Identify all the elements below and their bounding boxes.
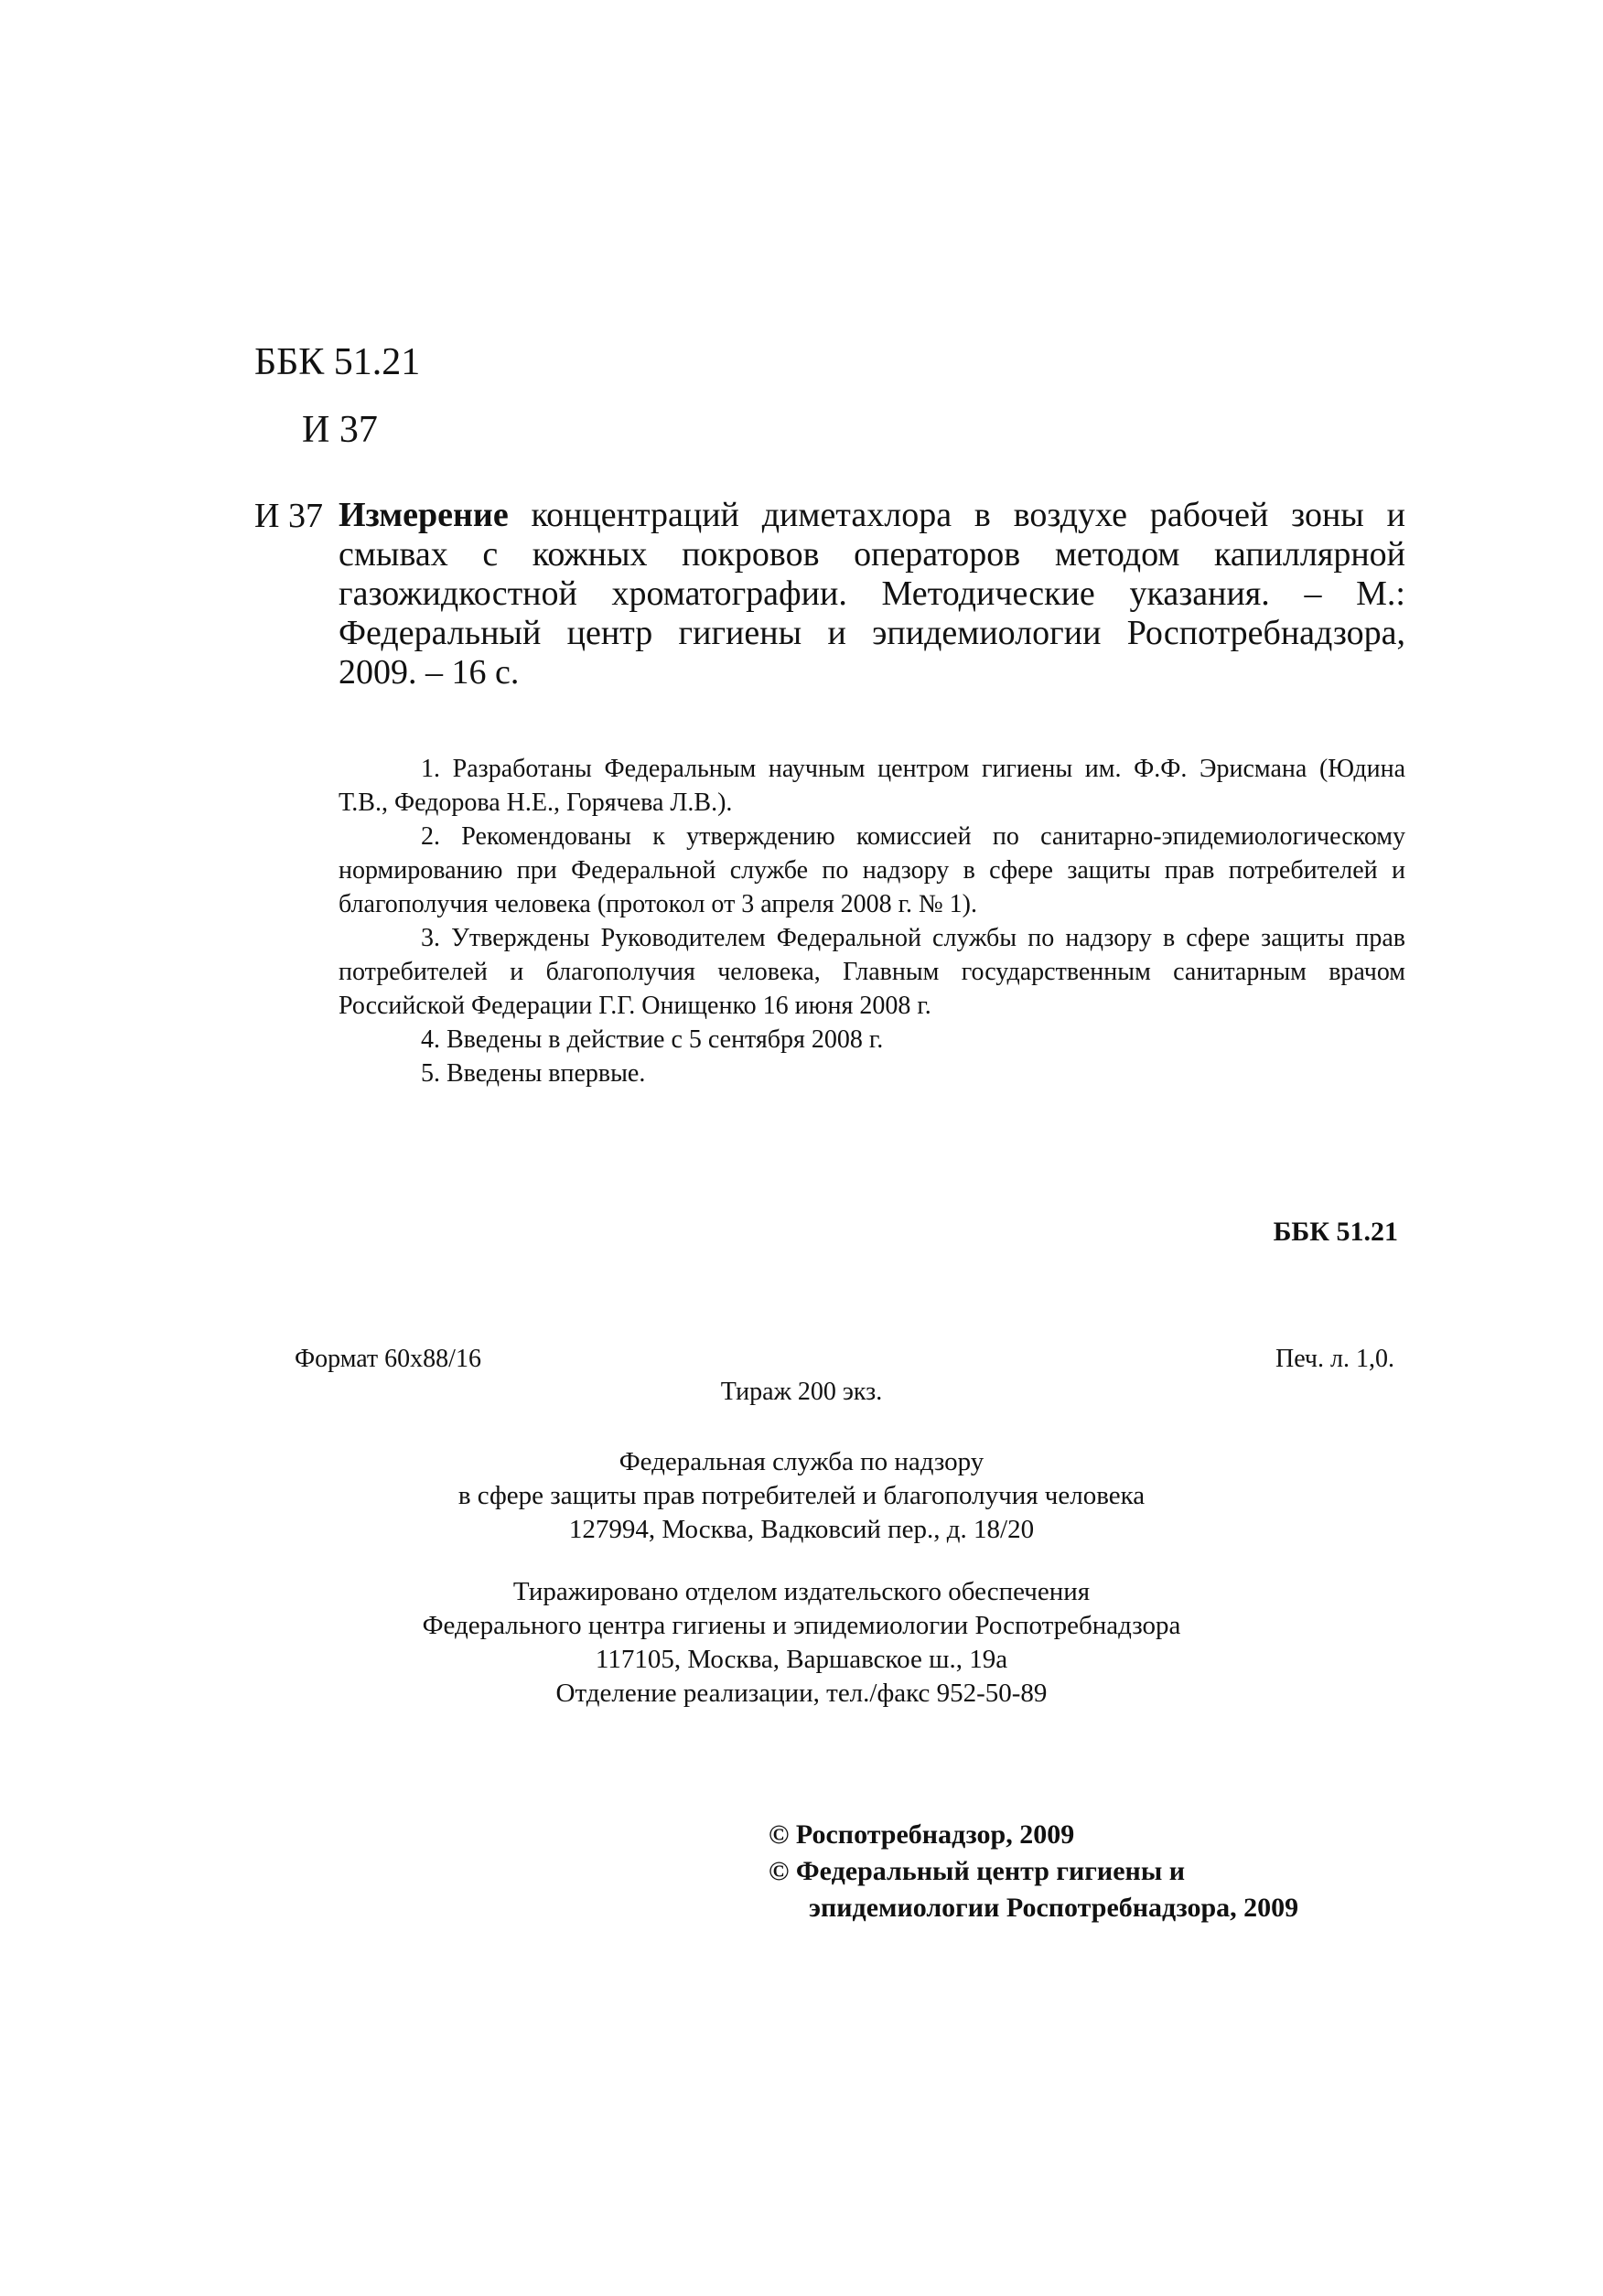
note-approved: 3. Утверждены Руководителем Федеральной службы по надзору в сфере защиты прав потребителей и благополучия человека, Главным государственным санитарным врачом Российской Федерации Г.Г. Онищенко 16 июня 2008 г. [339, 924, 1405, 1020]
note-effective: 4. Введены в действие с 5 сентября 2008 г. [421, 1025, 884, 1054]
copyright-line: эпидемиологии Роспотребнадзора, 2009 [809, 1893, 1299, 1923]
copyright-line: © Роспотребнадзор, 2009 [769, 1819, 1075, 1850]
author-mark: И 37 [302, 409, 378, 451]
note-developed: 1. Разработаны Федеральным научным центром гигиены им. Ф.Ф. Эрисмана (Юдина Т.В., Федорова Н.Е., Горячева Л.В.). [339, 755, 1405, 817]
format-info: Формат 60x88/16 [295, 1345, 481, 1373]
publisher-address: 127994, Москва, Вадковсий пер., д. 18/20 [568, 1515, 1035, 1544]
printer-address: 117105, Москва, Варшавское ш., 19а [595, 1645, 1008, 1674]
bibliographic-entry [339, 496, 1405, 692]
circulation-info: Тираж 200 экз. [720, 1378, 883, 1406]
bbk-index-bottom: ББК 51.21 [1273, 1217, 1398, 1247]
note-recommended: 2. Рекомендованы к утверждению комиссией по санитарно-эпидемиологическому нормированию при Федеральной службе по надзору в сфере защиты прав потребителей и благополучия человека (протокол от 3 апреля 2008 г. № 1). [339, 822, 1405, 918]
publication-notes [339, 752, 1405, 1090]
printer-line: Тиражировано отделом издательского обеспечения [512, 1577, 1091, 1606]
entry-code: И 37 [254, 497, 323, 535]
copyright-line: © Федеральный центр гигиены и [769, 1856, 1186, 1886]
publisher-line: в сфере защиты прав потребителей и благополучия человека [457, 1481, 1146, 1510]
publisher-block [0, 1445, 1603, 1547]
print-sheets-info: Печ. л. 1,0. [1275, 1345, 1394, 1373]
note-first-edition: 5. Введены впервые. [421, 1059, 646, 1088]
printer-line: Федерального центра гигиены и эпидемиологии Роспотребнадзора [422, 1611, 1181, 1640]
printer-contact: Отделение реализации, тел./факс 952-50-89 [555, 1679, 1048, 1708]
printer-block [0, 1575, 1603, 1711]
copyright-block [769, 1817, 1298, 1926]
entry-title-bold: Измерение [339, 496, 509, 534]
publisher-line: Федеральная служба по надзору [619, 1447, 984, 1476]
bbk-index: ББК 51.21 [254, 341, 421, 383]
entry-description: концентраций диметахлора в воздухе рабочей зоны и смывах с кожных покровов операторов методом капиллярной газожидкостной хроматографии. Методические указания. – М.: Федеральный центр гигиены и эпидемиологии Роспотребнадзора, 2009. – 16 с. [339, 496, 1405, 692]
